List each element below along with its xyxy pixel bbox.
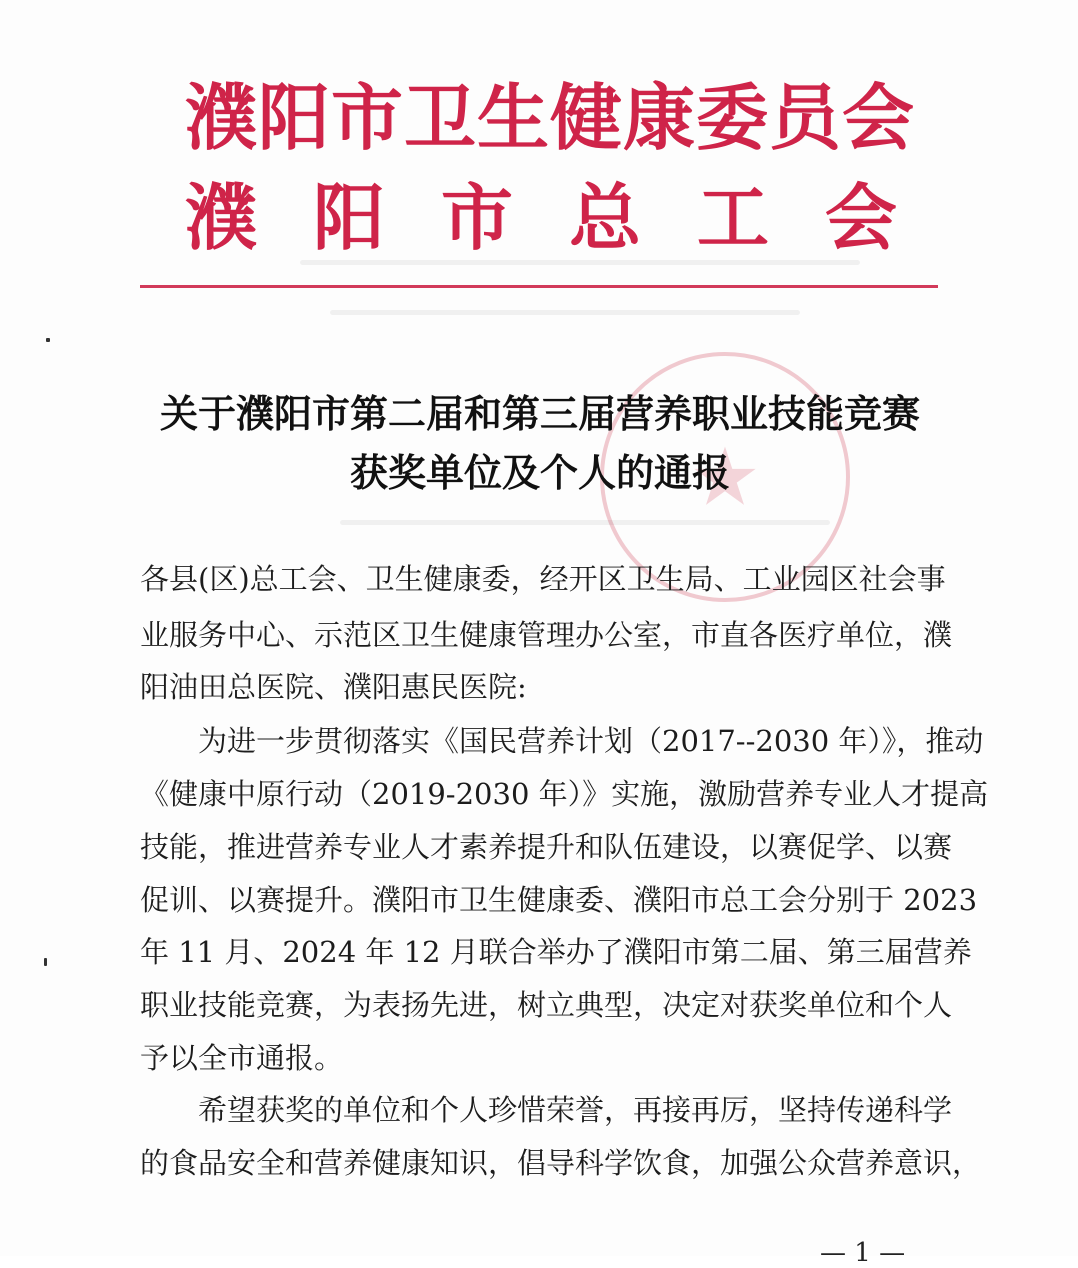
issuer-char: 市 — [440, 175, 513, 260]
body-line: 业服务中心、示范区卫生健康管理办公室，市直各医疗单位，濮 — [140, 618, 953, 652]
body-line: 技能，推进营养专业人才素养提升和队伍建设，以赛促学、以赛 — [140, 830, 953, 864]
bleed-through-line — [300, 260, 860, 265]
issuer-char: 濮 — [185, 175, 258, 260]
body-line: 职业技能竞赛，为表扬先进，树立典型，决定对获奖单位和个人 — [140, 988, 953, 1022]
scan-speck — [46, 338, 50, 342]
body-line: 阳油田总医院、濮阳惠民医院: — [140, 670, 527, 704]
bleed-through-line — [340, 520, 830, 525]
document-title-line-2: 获奖单位及个人的通报 — [349, 450, 730, 495]
bleed-through-line — [330, 310, 800, 315]
body-line: 的食品安全和营养健康知识，倡导科学饮食，加强公众营养意识， — [140, 1146, 982, 1180]
body-line: 希望获奖的单位和个人珍惜荣誉，再接再厉，坚持传递科学 — [140, 1093, 953, 1127]
body-line: 促训、以赛提升。濮阳市卫生健康委、濮阳市总工会分别于 2023 — [140, 883, 978, 917]
issuer-name-health-commission: 濮阳市卫生健康委员会 — [185, 75, 916, 160]
scan-speck — [44, 958, 47, 966]
page-number: — 1 — — [820, 1238, 906, 1268]
body-line: 各县(区)总工会、卫生健康委，经开区卫生局、工业园区社会事 — [140, 562, 946, 596]
body-line: 予以全市通报。 — [140, 1041, 344, 1075]
issuer-char: 总 — [568, 175, 641, 260]
body-line: 年 11 月、2024 年 12 月联合举办了濮阳市第二届、第三届营养 — [140, 935, 972, 969]
issuer-char: 阳 — [312, 175, 385, 260]
document-title-line-1: 关于濮阳市第二届和第三届营养职业技能竞赛 — [159, 391, 920, 436]
body-line: 《健康中原行动（2019-2030 年）》实施，激励营养专业人才提高 — [140, 777, 989, 811]
issuer-char: 会 — [824, 175, 897, 260]
header-divider — [140, 285, 938, 288]
seal-star-icon: ★ — [689, 430, 761, 524]
issuer-name-trade-union — [185, 175, 897, 260]
body-line: 为进一步贯彻落实《国民营养计划（2017--2030 年）》，推动 — [140, 724, 984, 758]
issuer-char: 工 — [696, 175, 769, 260]
